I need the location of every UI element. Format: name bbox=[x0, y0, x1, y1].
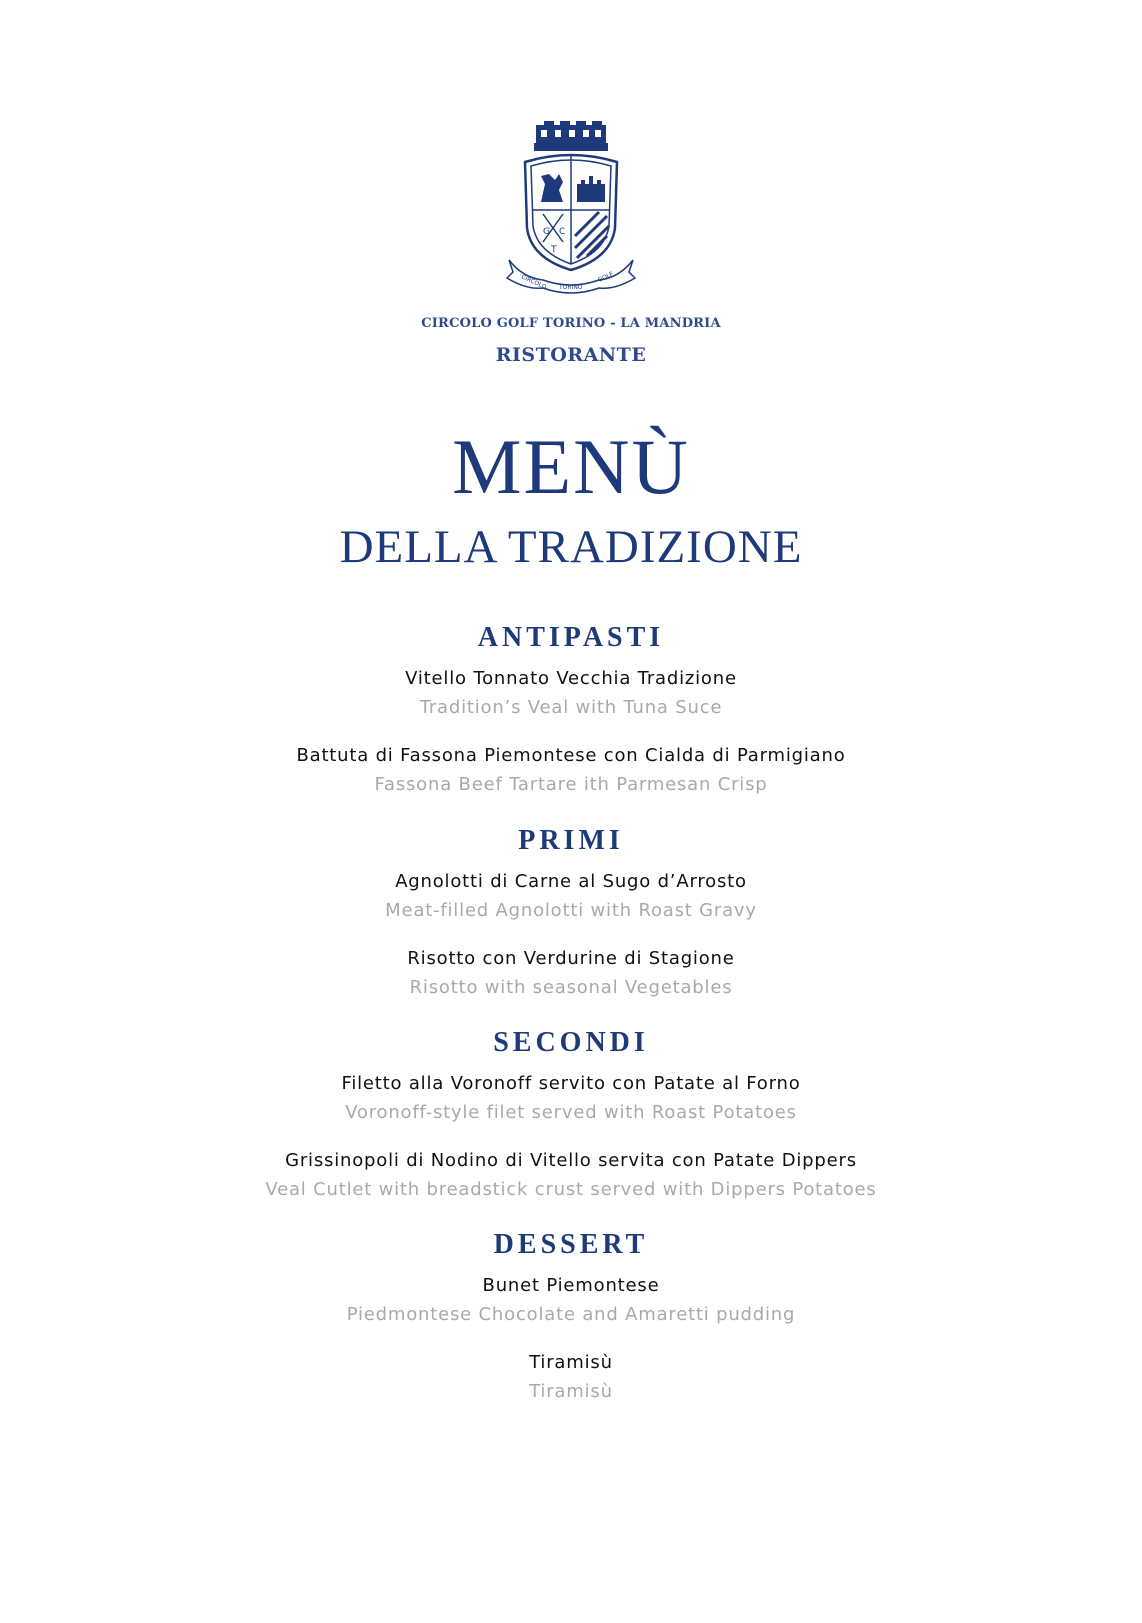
dish-name-en: Piedmontese Chocolate and Amaretti pudding bbox=[346, 1304, 796, 1325]
dish-name-it: Vitello Tonnato Vecchia Tradizione bbox=[405, 668, 737, 689]
section-antipasti bbox=[0, 622, 1142, 820]
crest-letter-t: T bbox=[551, 245, 557, 255]
section-primi bbox=[0, 825, 1142, 1023]
section-heading: SECONDI bbox=[493, 1027, 649, 1058]
dish-name-it: Battuta di Fassona Piemontese con Cialda di Parmigiano bbox=[296, 745, 846, 766]
restaurant-label: RISTORANTE bbox=[495, 344, 647, 366]
ribbon-word-torino: TORINO bbox=[559, 284, 583, 291]
dish-item bbox=[0, 666, 1142, 721]
dish-name-it: Filetto alla Voronoff servito con Patate al Forno bbox=[341, 1073, 801, 1094]
dish-item bbox=[0, 1071, 1142, 1126]
dish-name-it: Bunet Piemontese bbox=[482, 1275, 660, 1296]
dish-name-it: Risotto con Verdurine di Stagione bbox=[407, 948, 735, 969]
club-crest-logo bbox=[503, 118, 639, 300]
dish-item bbox=[0, 946, 1142, 1001]
dish-name-en: Veal Cutlet with breadstick crust served with Dippers Potatoes bbox=[265, 1179, 877, 1200]
ribbon-word-golf: GOLF bbox=[596, 270, 615, 284]
dish-item bbox=[0, 869, 1142, 924]
section-heading: DESSERT bbox=[493, 1229, 649, 1260]
dish-name-it: Grissinopoli di Nodino di Vitello servita con Patate Dippers bbox=[285, 1150, 857, 1171]
dish-item bbox=[0, 1148, 1142, 1203]
section-heading: PRIMI bbox=[518, 825, 624, 856]
section-heading: ANTIPASTI bbox=[477, 622, 665, 653]
dish-item bbox=[0, 1273, 1142, 1328]
crest-letter-c: C bbox=[559, 227, 566, 237]
section-secondi bbox=[0, 1027, 1142, 1225]
dish-name-en: Risotto with seasonal Vegetables bbox=[409, 977, 733, 998]
dish-item bbox=[0, 743, 1142, 798]
dish-item bbox=[0, 1350, 1142, 1405]
dish-name-en: Voronoff-style filet served with Roast Potatoes bbox=[345, 1102, 797, 1123]
club-name: CIRCOLO GOLF TORINO - LA MANDRIA bbox=[421, 316, 721, 331]
menu-subtitle: DELLA TRADIZIONE bbox=[339, 521, 803, 573]
section-dessert bbox=[0, 1229, 1142, 1427]
dish-name-it: Agnolotti di Carne al Sugo d’Arrosto bbox=[395, 871, 747, 892]
menu-title: MENÙ bbox=[452, 423, 690, 510]
dish-name-en: Fassona Beef Tartare ith Parmesan Crisp bbox=[374, 774, 768, 795]
dish-name-en: Tradition’s Veal with Tuna Suce bbox=[419, 697, 723, 718]
dish-name-it: Tiramisù bbox=[529, 1352, 613, 1373]
crest-letter-g: G bbox=[543, 227, 550, 237]
dish-name-en: Meat-filled Agnolotti with Roast Gravy bbox=[385, 900, 757, 921]
ribbon-word-circolo: CIRCOLO bbox=[520, 273, 548, 292]
dish-name-en: Tiramisù bbox=[529, 1381, 613, 1402]
